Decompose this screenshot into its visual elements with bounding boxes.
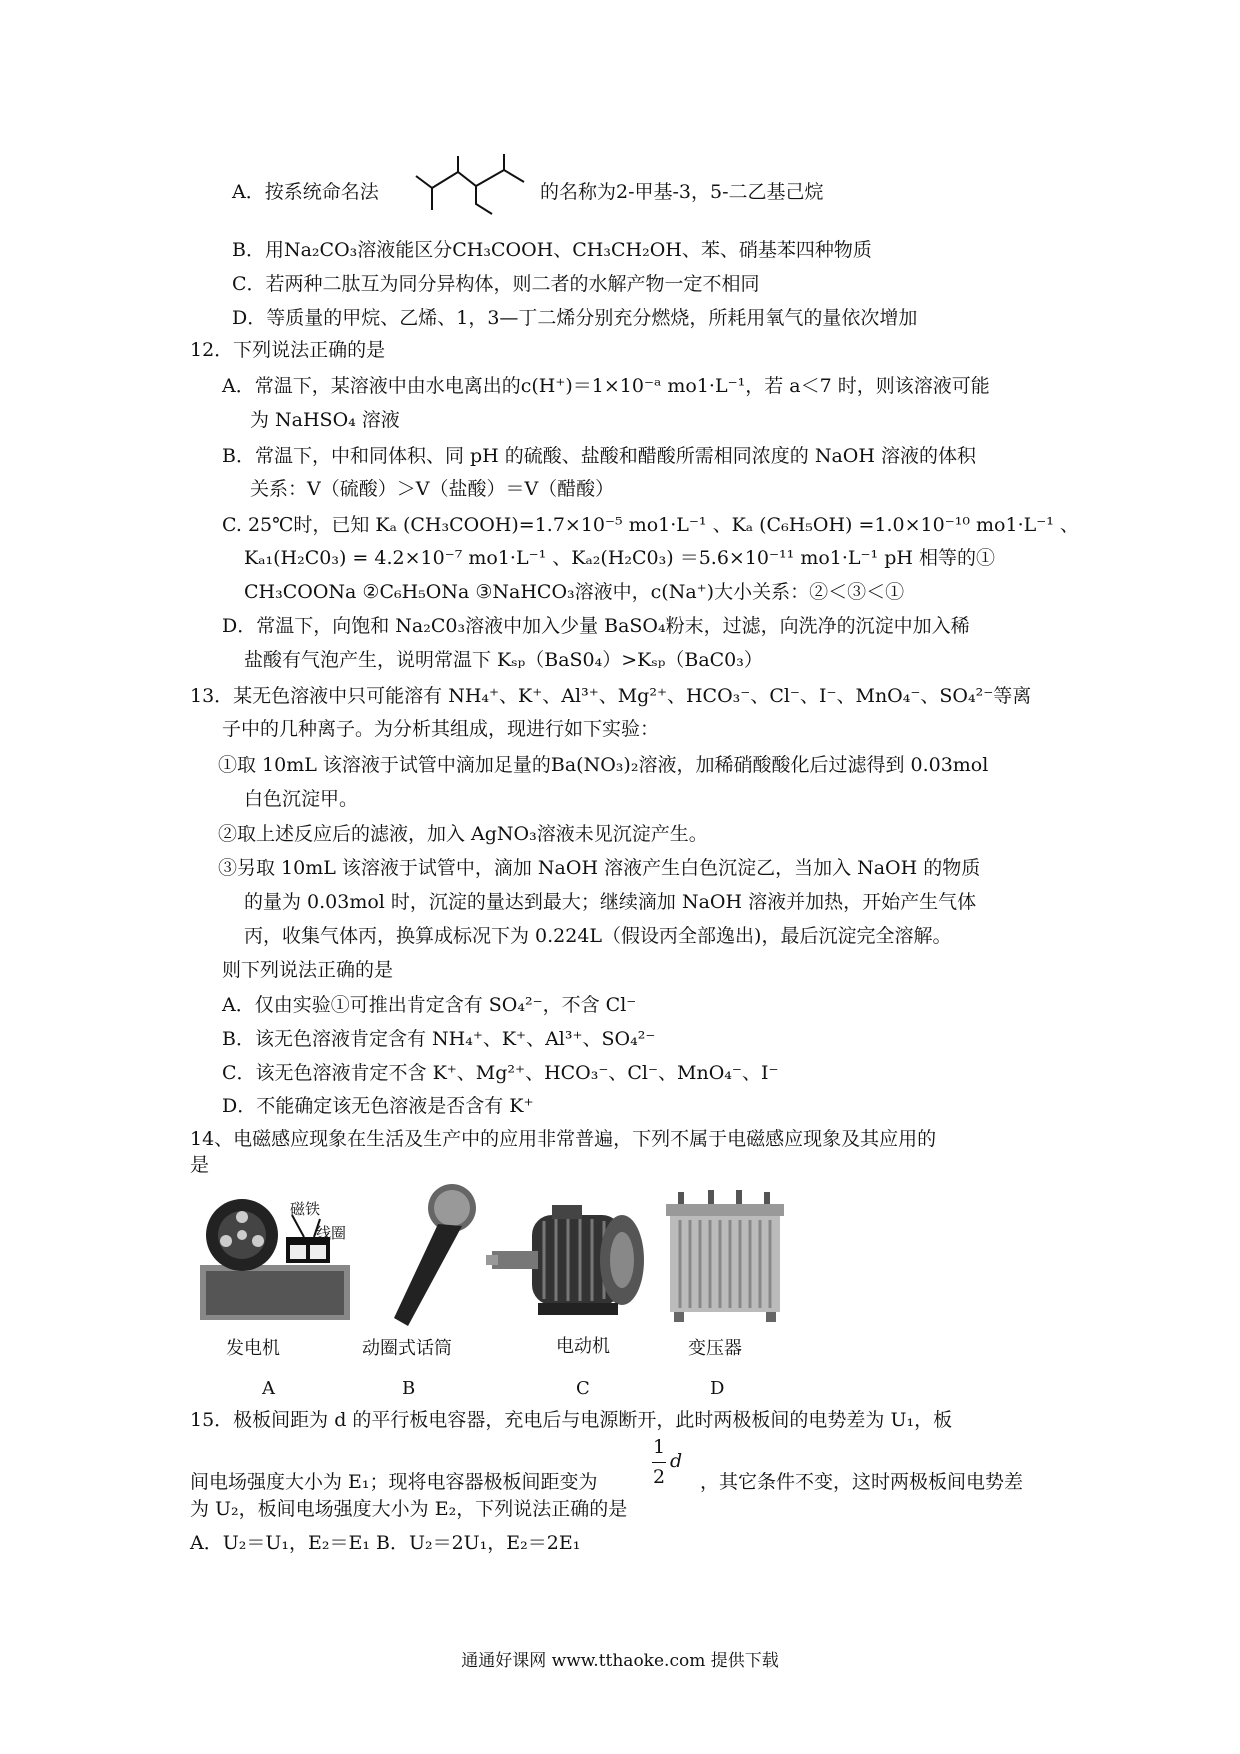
q12-stem: 12．下列说法正确的是 xyxy=(190,339,386,361)
q13-option-d: D．不能确定该无色溶液是否含有 K⁺ xyxy=(222,1095,534,1117)
q11-option-a-prefix: A．按系统命名法 xyxy=(232,181,379,203)
transformer-image xyxy=(660,1188,790,1328)
skeletal-structure-image xyxy=(414,152,536,218)
caption-motor: 电动机 xyxy=(556,1336,610,1357)
q13-experiment-3c: 丙，收集气体丙，换算成标况下为 0.224L（假设丙全部逸出)，最后沉淀完全溶解。 xyxy=(244,925,952,947)
fraction-denominator: 2 xyxy=(652,1466,666,1488)
fraction-variable: d xyxy=(670,1450,683,1472)
letter-a: A xyxy=(262,1378,275,1399)
q11-option-b: B．用Na₂CO₃溶液能区分CH₃COOH、CH₃CH₂OH、苯、硝基苯四种物质 xyxy=(232,239,872,261)
caption-transformer: 变压器 xyxy=(688,1338,742,1359)
q15-stem-line1: 15．极板间距为 d 的平行板电容器，充电后与电源断开，此时两极板间的电势差为 U₁，板 xyxy=(190,1409,953,1431)
letter-d: D xyxy=(710,1378,725,1399)
q13-option-b: B．该无色溶液肯定含有 NH₄⁺、K⁺、Al³⁺、SO₄²⁻ xyxy=(222,1028,656,1050)
q12-option-c-line2: Kₐ₁(H₂C0₃) = 4.2×10⁻⁷ mo1·L⁻¹ 、Kₐ₂(H₂C0₃) ＝5.6×10⁻¹¹ mo1·L⁻¹ pH 相等的① xyxy=(244,547,995,569)
fraction-bar xyxy=(652,1462,666,1463)
q12-option-a-line2: 为 NaHSO₄ 溶液 xyxy=(250,409,400,431)
q13-experiment-1a: ①取 10mL 该溶液于试管中滴加足量的Ba(NO₃)₂溶液，加稀硝酸酸化后过滤得到 0.03mol xyxy=(218,754,989,776)
q13-option-c: C．该无色溶液肯定不含 K⁺、Mg²⁺、HCO₃⁻、Cl⁻、MnO₄⁻、I⁻ xyxy=(222,1062,779,1084)
q15-stem-line3: 为 U₂，板间电场强度大小为 E₂，下列说法正确的是 xyxy=(190,1498,628,1520)
letter-c: C xyxy=(576,1378,590,1399)
q11-option-d: D．等质量的甲烷、乙烯、1，3—丁二烯分别充分燃烧，所耗用氧气的量依次增加 xyxy=(232,307,918,329)
q15-options: A．U₂＝U₁，E₂＝E₁ B．U₂＝2U₁，E₂＝2E₁ xyxy=(190,1532,581,1554)
q13-experiment-3a: ③另取 10mL 该溶液于试管中，滴加 NaOH 溶液产生白色沉淀乙，当加入 NaOH 的物质 xyxy=(218,857,981,879)
q13-experiment-1b: 白色沉淀甲。 xyxy=(244,788,359,810)
coil-label: 线圈 xyxy=(316,1224,347,1242)
q11-option-a-suffix: 的名称为2-甲基-3，5-二乙基己烷 xyxy=(540,181,824,203)
q14-stem-line2: 是 xyxy=(190,1154,210,1176)
q13-experiment-3b: 的量为 0.03mol 时，沉淀的量达到最大；继续滴加 NaOH 溶液并加热，开始产生气体 xyxy=(244,891,977,913)
generator-image xyxy=(196,1185,356,1325)
fraction-numerator: 1 xyxy=(652,1436,666,1458)
q12-option-a-line1: A．常温下，某溶液中由水电离出的c(H⁺)＝1×10⁻ᵃ mo1·L⁻¹，若 a＜7 时，则该溶液可能 xyxy=(222,375,990,397)
q15-stem-line2-b: ，其它条件不变，这时两极板间电势差 xyxy=(700,1471,1024,1493)
q13-option-a: A．仅由实验①可推出肯定含有 SO₄²⁻，不含 Cl⁻ xyxy=(222,994,637,1016)
caption-microphone: 动圈式话筒 xyxy=(362,1338,452,1359)
q13-stem-line2: 子中的几种离子。为分析其组成，现进行如下实验： xyxy=(222,718,660,740)
q14-stem-line1: 14、电磁感应现象在生活及生产中的应用非常普遍，下列不属于电磁感应现象及其应用的 xyxy=(190,1128,937,1150)
magnet-label: 磁铁 xyxy=(290,1200,321,1218)
page-footer: 通通好课网 www.tthaoke.com 提供下载 xyxy=(461,1651,779,1671)
fraction-half-d xyxy=(652,1436,692,1496)
q11-option-c: C．若两种二肽互为同分异构体，则二者的水解产物一定不相同 xyxy=(232,273,760,295)
q13-stem-line1: 13．某无色溶液中只可能溶有 NH₄⁺、K⁺、Al³⁺、Mg²⁺、HCO₃⁻、Cl⁻、I⁻、MnO₄⁻、SO₄²⁻等离 xyxy=(190,685,1032,707)
q12-option-c-line1: C. 25℃时，已知 Kₐ (CH₃COOH)=1.7×10⁻⁵ mo1·L⁻¹ 、Kₐ (C₆H₅OH) =1.0×10⁻¹⁰ mo1·L⁻¹ 、 xyxy=(222,514,1079,536)
microphone-image xyxy=(378,1180,488,1330)
q12-option-b-line1: B．常温下，中和同体积、同 pH 的硫酸、盐酸和醋酸所需相同浓度的 NaOH 溶液的体积 xyxy=(222,445,976,467)
q13-question: 则下列说法正确的是 xyxy=(222,959,394,981)
letter-b: B xyxy=(402,1378,416,1399)
q12-option-d-line1: D．常温下，向饱和 Na₂C0₃溶液中加入少量 BaSO₄粉末，过滤，向洗净的沉淀中加入稀 xyxy=(222,615,970,637)
q12-option-c-line3: CH₃COONa ②C₆H₅ONa ③NaHCO₃溶液中，c(Na⁺)大小关系：②＜③＜① xyxy=(244,581,905,603)
q12-option-d-line2: 盐酸有气泡产生，说明常温下 Kₛₚ（BaS0₄）>Kₛₚ（BaC0₃） xyxy=(244,649,763,671)
q12-option-b-line2: 关系：V（硫酸）＞V（盐酸）＝V（醋酸） xyxy=(250,478,615,500)
caption-generator: 发电机 xyxy=(226,1338,280,1359)
q13-experiment-2: ②取上述反应后的滤液，加入 AgNO₃溶液未见沉淀产生。 xyxy=(218,823,708,845)
electric-motor-image xyxy=(482,1185,652,1325)
q15-stem-line2-a: 间电场强度大小为 E₁；现将电容器极板间距变为 xyxy=(190,1471,598,1493)
